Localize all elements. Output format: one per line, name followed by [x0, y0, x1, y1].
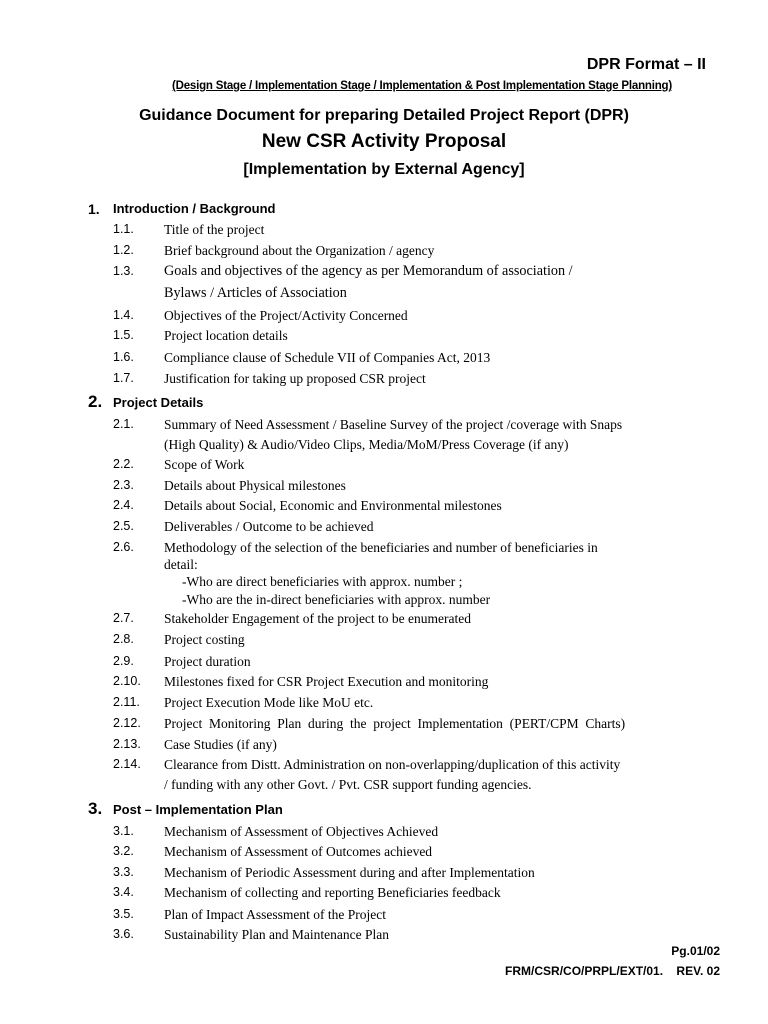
item-text: Plan of Impact Assessment of the Project [164, 907, 386, 922]
item-text: Mechanism of Assessment of Objectives Achieved [164, 824, 439, 839]
section-number: 1. [88, 201, 100, 217]
item-text: Project Monitoring Plan during the project Implementation (PERT/CPM Charts) [164, 716, 626, 731]
item-number: 1.1. [113, 222, 134, 236]
item-text-continued: / funding with any other Govt. / Pvt. CSR support funding agencies. [164, 777, 532, 792]
item-text: Details about Physical milestones [164, 478, 346, 493]
item-text: Project duration [164, 654, 251, 669]
section-number: 2. [88, 392, 103, 411]
item-text: Goals and objectives of the agency as per Memorandum of association / [164, 263, 573, 279]
item-number: 2.5. [113, 519, 134, 533]
item-text: Deliverables / Outcome to be achieved [164, 519, 374, 534]
item-number: 2.4. [113, 498, 134, 512]
page-number: Pg.01/02 [671, 944, 720, 958]
item-text: Project costing [164, 632, 245, 647]
item-number: 2.8. [113, 632, 134, 646]
agency-line: [Implementation by External Agency] [243, 161, 525, 178]
item-number: 2.6. [113, 540, 134, 554]
item-number: 3.3. [113, 865, 134, 879]
item-text: Project Execution Mode like MoU etc. [164, 695, 374, 710]
item-text-continued: (High Quality) & Audio/Video Clips, Media/MoM/Press Coverage (if any) [164, 437, 569, 452]
item-text: Project location details [164, 328, 288, 343]
item-text: Mechanism of Assessment of Outcomes achieved [164, 844, 433, 859]
item-number: 1.5. [113, 328, 134, 342]
section-title: Post – Implementation Plan [113, 802, 283, 817]
item-number: 2.11. [113, 695, 140, 709]
item-text: Milestones fixed for CSR Project Execution and monitoring [164, 674, 489, 689]
section-title: Introduction / Background [113, 201, 276, 216]
item-text: Justification for taking up proposed CSR project [164, 371, 426, 386]
proposal-title: New CSR Activity Proposal [261, 131, 507, 152]
item-number: 1.3. [113, 264, 134, 278]
item-number: 2.2. [113, 457, 134, 471]
item-number: 1.7. [113, 371, 134, 385]
item-number: 3.4. [113, 885, 134, 899]
item-number: 3.1. [113, 824, 134, 838]
item-text: Title of the project [164, 222, 265, 237]
item-text: Mechanism of Periodic Assessment during and after Implementation [164, 865, 535, 880]
item-number: 3.5. [113, 907, 134, 921]
item-text: Stakeholder Engagement of the project to be enumerated [164, 611, 472, 626]
item-number: 2.14. [113, 757, 141, 771]
item-text: Details about Social, Economic and Environmental milestones [164, 498, 502, 513]
item-number: 3.6. [113, 927, 134, 941]
item-text: Compliance clause of Schedule VII of Companies Act, 2013 [164, 350, 491, 365]
section-number: 3. [88, 799, 103, 818]
guidance-title: Guidance Document for preparing Detailed Project Report (DPR) [139, 107, 629, 124]
item-number: 2.10. [113, 674, 141, 688]
item-text: Sustainability Plan and Maintenance Plan [164, 927, 389, 942]
item-number: 2.3. [113, 478, 134, 492]
section-title: Project Details [113, 395, 204, 410]
item-number: 2.12. [113, 716, 141, 730]
item-sub-line: -Who are direct beneficiaries with approx. number ; [182, 574, 463, 589]
item-number: 1.2. [113, 243, 134, 257]
item-number: 1.4. [113, 308, 134, 322]
item-text: Clearance from Distt. Administration on non-overlapping/duplication of this activity [164, 757, 621, 772]
item-number: 2.13. [113, 737, 141, 751]
item-number: 1.6. [113, 350, 134, 364]
item-text: Mechanism of collecting and reporting Beneficiaries feedback [164, 885, 501, 900]
item-text: Case Studies (if any) [164, 737, 277, 752]
item-sub-line: -Who are the in-direct beneficiaries with approx. number [182, 592, 491, 607]
format-title: DPR Format – II [586, 56, 706, 73]
item-text: Methodology of the selection of the beneficiaries and number of beneficiaries in [164, 540, 598, 555]
stages-subtitle: (Design Stage / Implementation Stage / Implementation & Post Implementation Stage Planning) [171, 80, 672, 92]
item-number: 3.2. [113, 844, 134, 858]
item-text: Objectives of the Project/Activity Concerned [164, 308, 408, 323]
item-text-continued: detail: [164, 557, 198, 572]
item-number: 2.1. [113, 417, 134, 431]
form-code: FRM/CSR/CO/PRPL/EXT/01. REV. 02 [505, 964, 720, 978]
item-text: Scope of Work [164, 457, 245, 472]
item-text-continued: Bylaws / Articles of Association [164, 285, 347, 301]
item-number: 2.7. [113, 611, 134, 625]
item-number: 2.9. [113, 654, 134, 668]
item-text: Summary of Need Assessment / Baseline Survey of the project /coverage with Snaps [164, 417, 623, 432]
item-text: Brief background about the Organization / agency [164, 243, 435, 258]
